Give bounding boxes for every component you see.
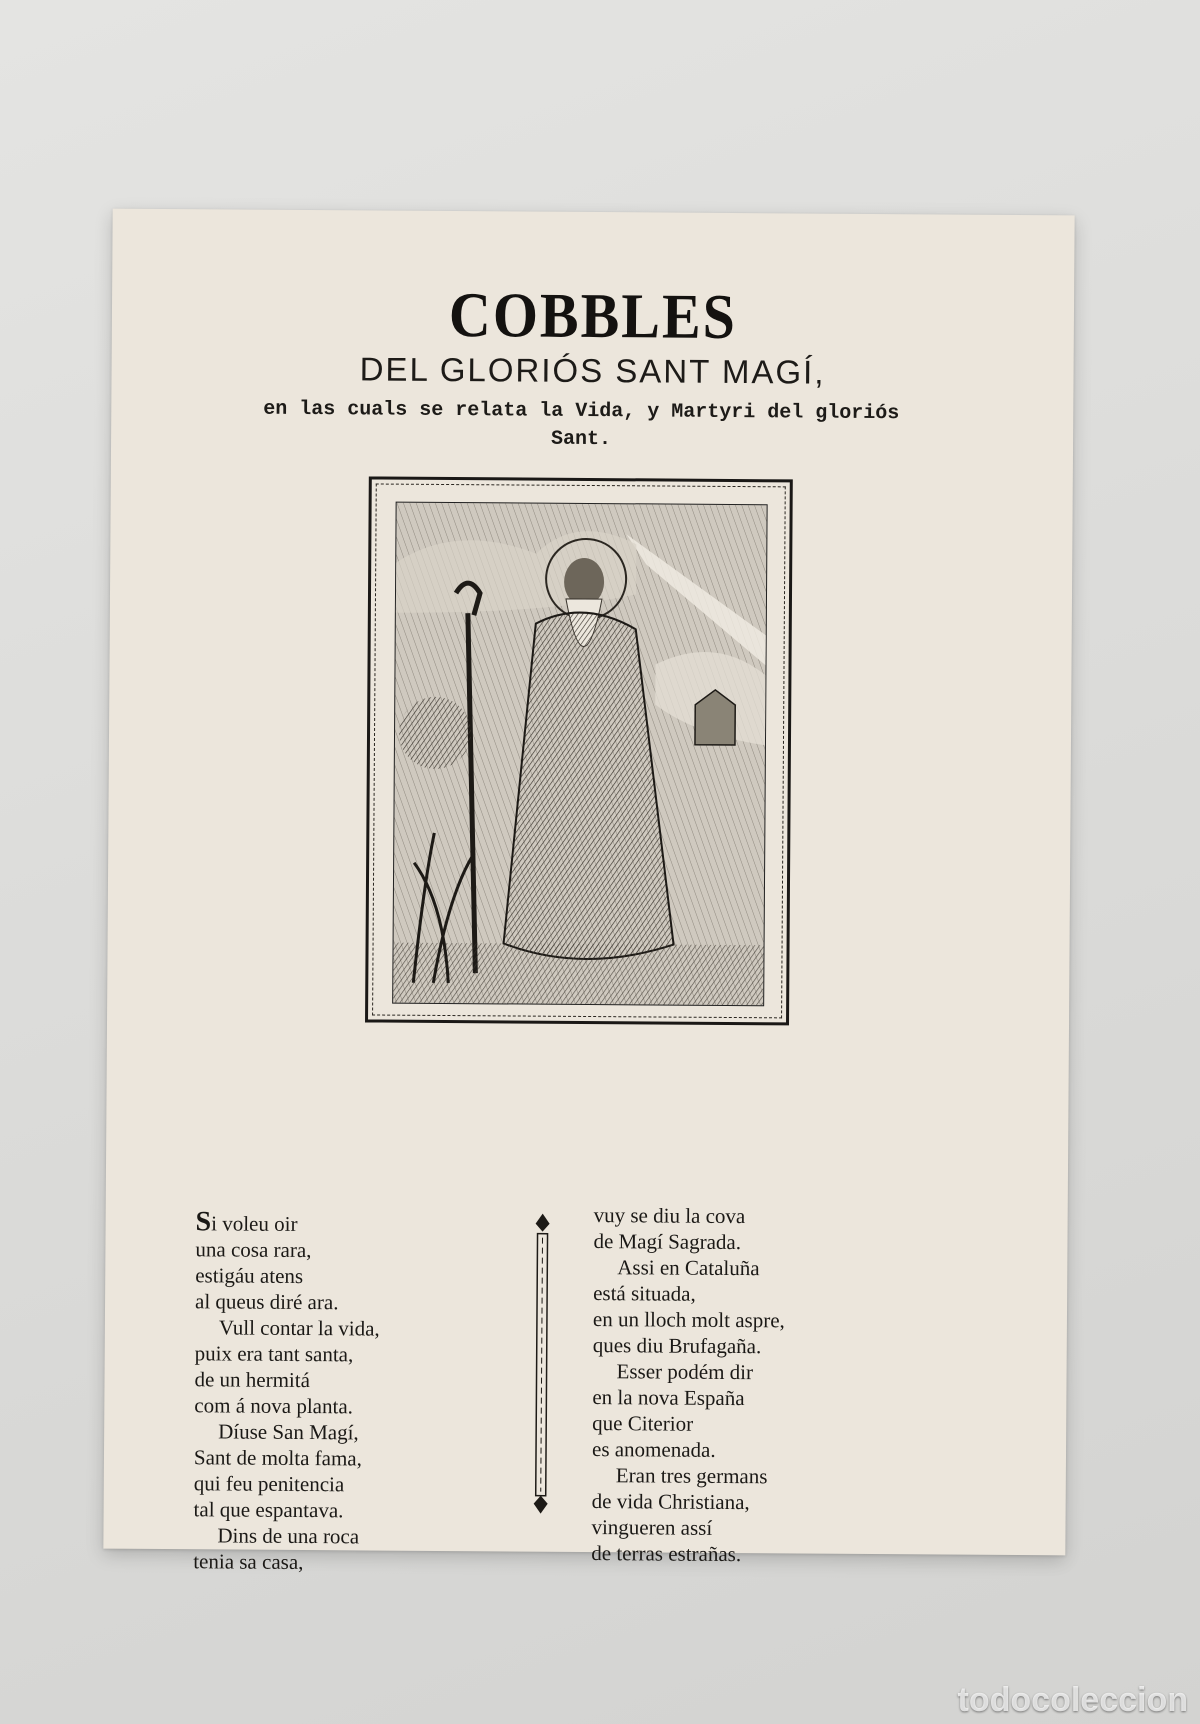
verse-line: Si voleu oir xyxy=(195,1206,298,1238)
verse-line: en un lloch molt aspre, xyxy=(592,1307,785,1333)
engraving-frame xyxy=(365,476,793,1025)
verse-line: vingueren assí xyxy=(591,1515,713,1540)
verse-line: Eran tres germans xyxy=(615,1463,768,1489)
verse-line: Vull contar la vida, xyxy=(218,1315,380,1341)
verse-line: Assi en Cataluña xyxy=(617,1255,760,1281)
verse-line: Esser podém dir xyxy=(616,1359,754,1385)
verse-line: Díuse San Magí, xyxy=(218,1419,359,1445)
verse-line: de terras estrañas. xyxy=(591,1541,742,1567)
verse-line: tal que espantava. xyxy=(193,1497,344,1523)
document-description: en las cuals se relata la Vida, y Martyri del gloriós Sant. xyxy=(263,397,900,452)
document-subtitle: DEL GLORIÓS SANT MAGÍ, xyxy=(359,350,826,391)
verse-line: al queus diré ara. xyxy=(194,1289,339,1315)
verse-line: com á nova planta. xyxy=(194,1393,354,1419)
verse-line: está situada, xyxy=(593,1281,696,1306)
verse-line: de Magí Sagrada. xyxy=(593,1229,742,1255)
printed-sheet xyxy=(103,209,1074,1575)
verse-line: una cosa rara, xyxy=(195,1237,312,1263)
verse-line: Sant de molta fama, xyxy=(193,1445,363,1471)
verse-line: es anomenada. xyxy=(591,1437,716,1462)
verse-line: ques diu Brufagaña. xyxy=(592,1333,762,1359)
verse-line: en la nova España xyxy=(592,1385,745,1411)
saint-engraving xyxy=(392,502,767,1007)
document-title: COBBLES xyxy=(448,278,738,353)
verse-column-left xyxy=(193,1206,526,1576)
verse-line: Dins de una roca xyxy=(217,1523,360,1549)
verse-line: de vida Christiana, xyxy=(591,1489,750,1515)
verse-line: puix era tant santa, xyxy=(194,1341,354,1367)
verse-line: que Citerior xyxy=(592,1411,694,1436)
verse-line: de un hermitá xyxy=(194,1367,311,1393)
verse-line: vuy se diu la cova xyxy=(593,1203,746,1229)
verse-column-right xyxy=(591,1202,924,1568)
verse-line: estigáu atens xyxy=(195,1263,304,1289)
ornamental-divider xyxy=(530,1214,554,1514)
watermark-logo: todocoleccion xyxy=(957,1681,1188,1719)
verse-line: qui feu penitencia xyxy=(193,1471,345,1497)
verse-line: tenia sa casa, xyxy=(193,1549,304,1575)
